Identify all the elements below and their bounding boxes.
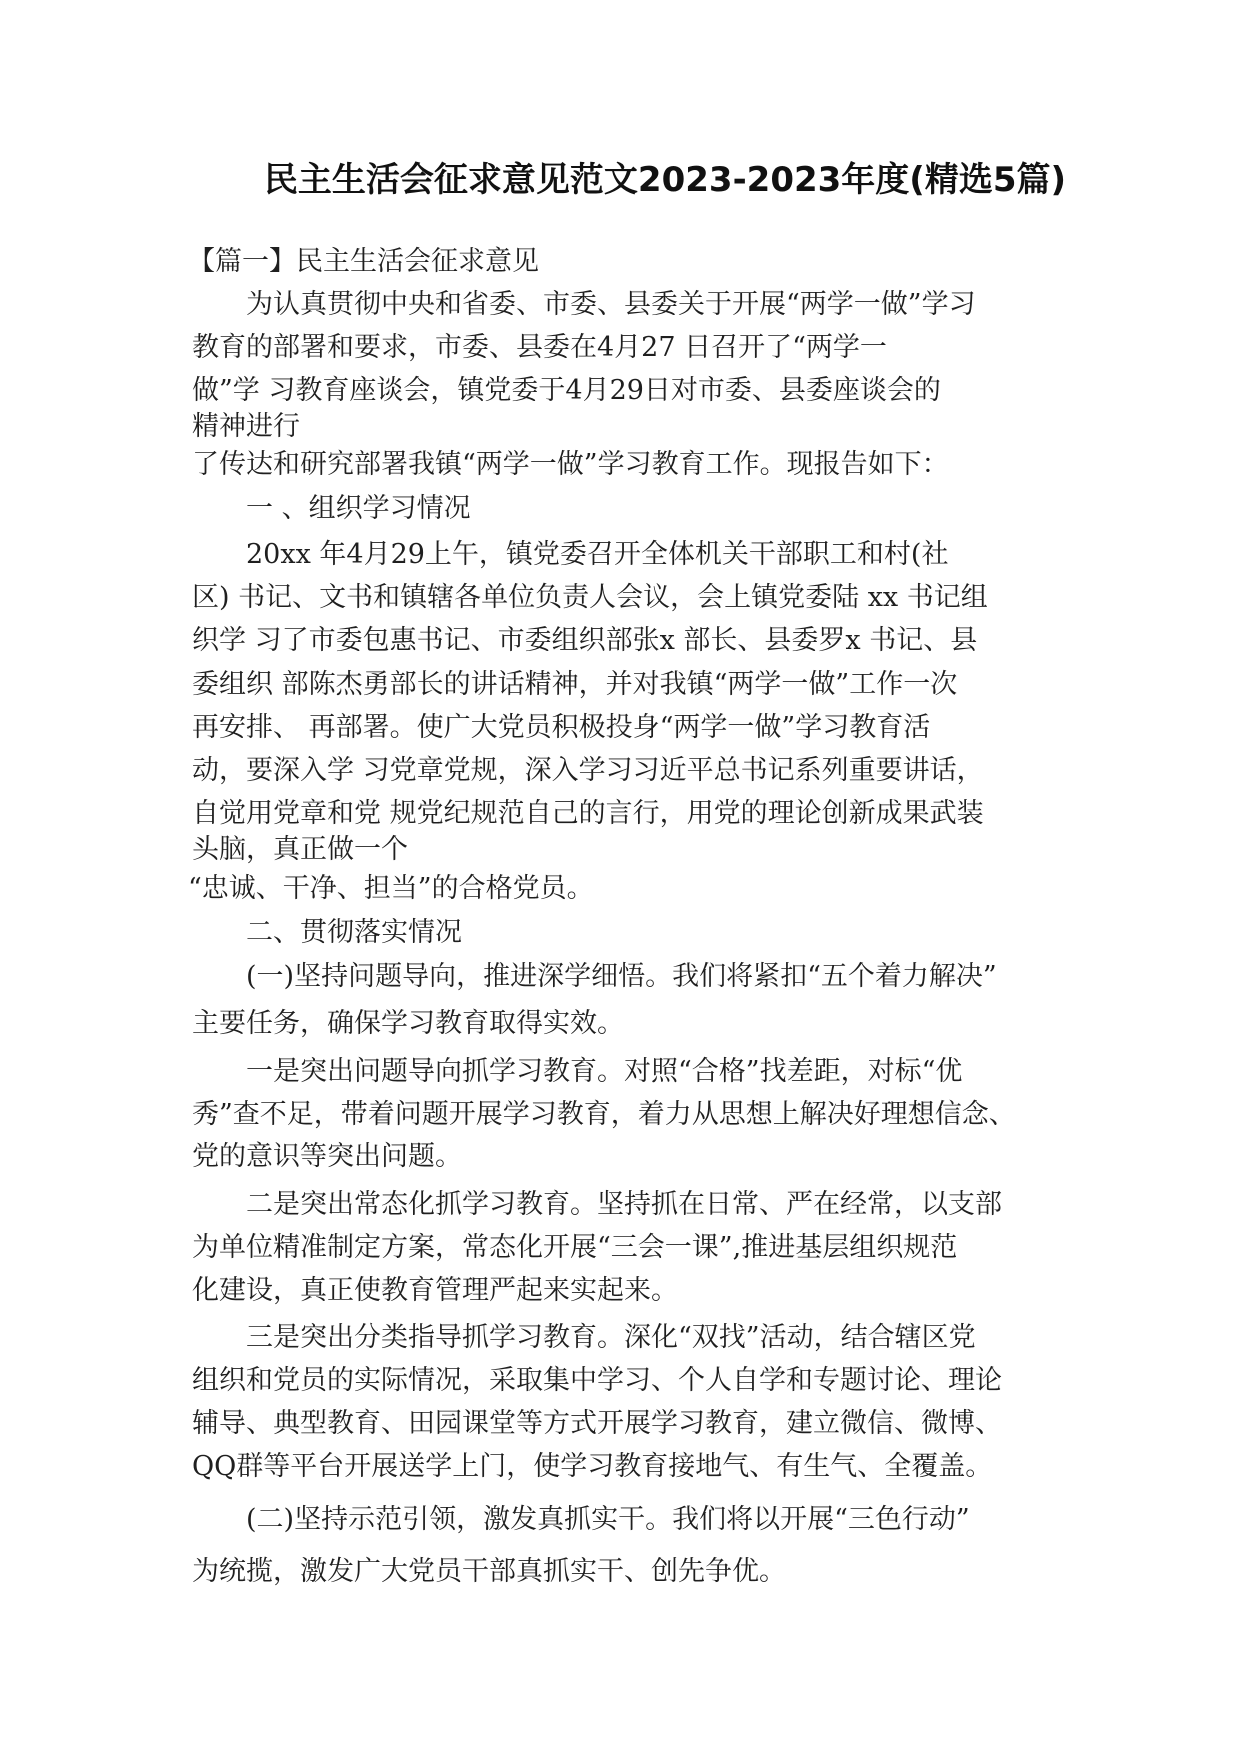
paragraph-line: 织学 习了市委包惠书记、市委组织部张x 部长、县委罗x 书记、县 xyxy=(192,625,978,656)
paragraph-line: 精神进行 xyxy=(192,411,300,442)
paragraph-line: 20xx 年4月29上午，镇党委召开全体机关干部职工和村(社 xyxy=(246,539,949,570)
paragraph-line: 为统揽，激发广大党员干部真抓实干、创先争优。 xyxy=(192,1556,786,1587)
paragraph-line: 为认真贯彻中央和省委、市委、县委关于开展“两学一做”学习 xyxy=(246,289,976,320)
paragraph-line: QQ群等平台开展送学上门，使学习教育接地气、有生气、全覆盖。 xyxy=(192,1451,993,1482)
paragraph-line: 教育的部署和要求，市委、县委在4月27 日召开了“两学一 xyxy=(192,332,887,363)
subheading: 二、贯彻落实情况 xyxy=(246,917,462,948)
paragraph-line: 区) 书记、文书和镇辖各单位负责人会议，会上镇党委陆 xx 书记组 xyxy=(192,582,988,613)
paragraph-line: 一是突出问题导向抓学习教育。对照“合格”找差距，对标“优 xyxy=(246,1056,963,1087)
paragraph-line: 化建设，真正使教育管理严起来实起来。 xyxy=(192,1275,678,1306)
paragraph-line: 头脑，真正做一个 xyxy=(192,834,408,865)
paragraph-line: “忠诚、干净、担当”的合格党员。 xyxy=(188,873,594,904)
paragraph-line: 再安排、 再部署。使广大党员积极投身“两学一做”学习教育活 xyxy=(192,712,931,743)
paragraph-line: (一)坚持问题导向，推进深学细悟。我们将紧扣“五个着力解决” xyxy=(246,961,997,992)
paragraph-line: (二)坚持示范引领，激发真抓实干。我们将以开展“三色行动” xyxy=(246,1504,970,1535)
paragraph-line: 自觉用党章和党 规党纪规范自己的言行，用党的理论创新成果武装 xyxy=(192,798,984,829)
subheading: 一 、组织学习情况 xyxy=(246,493,471,524)
paragraph-line: 了传达和研究部署我镇“两学一做”学习教育工作。现报告如下： xyxy=(192,449,949,480)
paragraph-line: 三是突出分类指导抓学习教育。深化“双找”活动，结合辖区党 xyxy=(246,1322,976,1353)
page-title: 民主生活会征求意见范文2023-2023年度(精选5篇) xyxy=(263,160,1067,200)
paragraph-line: 秀”查不足，带着问题开展学习教育，着力从思想上解决好理想信念、 xyxy=(192,1099,1016,1130)
paragraph-line: 委组织 部陈杰勇部长的讲话精神，并对我镇“两学一做”工作一次 xyxy=(192,669,958,700)
paragraph-line: 党的意识等突出问题。 xyxy=(192,1141,462,1172)
paragraph-line: 组织和党员的实际情况，采取集中学习、个人自学和专题讨论、理论 xyxy=(192,1365,1002,1396)
paragraph-line: 辅导、典型教育、田园课堂等方式开展学习教育，建立微信、微博、 xyxy=(192,1408,1002,1439)
paragraph-line: 动，要深入学 习党章党规，深入学习习近平总书记系列重要讲话， xyxy=(192,755,984,786)
paragraph-line: 主要任务，确保学习教育取得实效。 xyxy=(192,1008,624,1039)
paragraph-line: 为单位精准制定方案，常态化开展“三会一课”,推进基层组织规范 xyxy=(192,1232,958,1263)
paragraph-line: 二是突出常态化抓学习教育。坚持抓在日常、严在经常，以支部 xyxy=(246,1189,1002,1220)
paragraph-line: 做”学 习教育座谈会，镇党委于4月29日对市委、县委座谈会的 xyxy=(192,375,941,406)
section-heading: 【篇一】民主生活会征求意见 xyxy=(188,246,539,277)
